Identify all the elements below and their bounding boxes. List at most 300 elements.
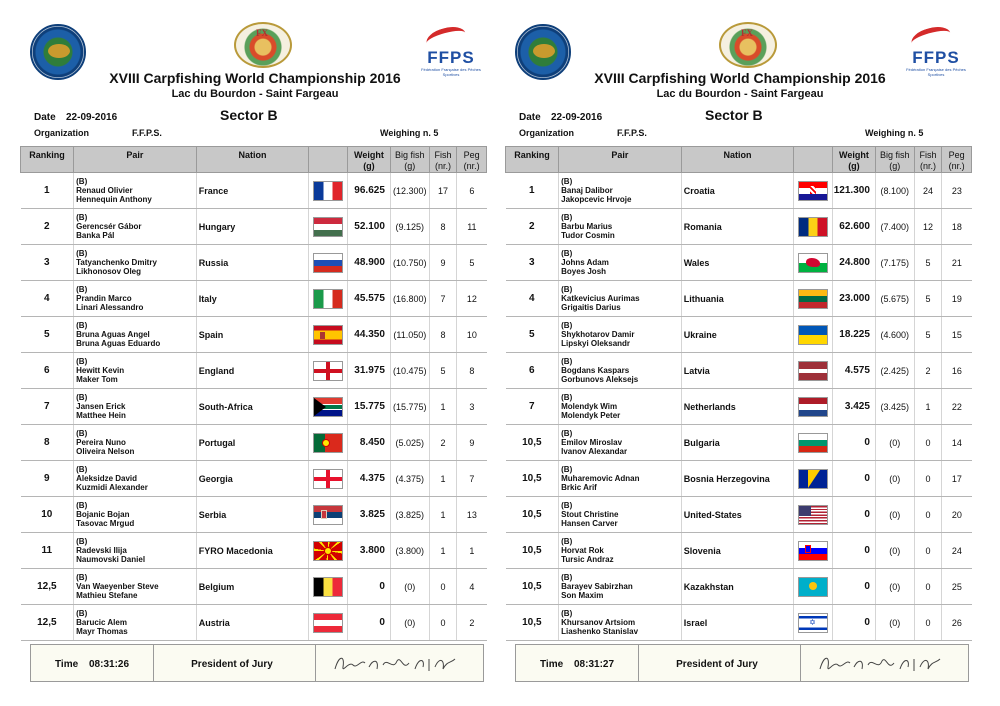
weight-cell: 0 (832, 533, 875, 569)
rank-cell: 4 (21, 281, 74, 317)
pair-member-1: Tatyanchenko Dmitry (76, 258, 157, 267)
fish-cell: 5 (914, 281, 942, 317)
pair-cell (74, 533, 197, 569)
fish-cell: 1 (429, 389, 457, 425)
rank-cell: 12,5 (21, 605, 74, 641)
weighing-number: Weighing n. 5 (380, 128, 439, 138)
table-row (21, 605, 487, 641)
pair-tag: (B) (76, 609, 88, 618)
organization-label: Organization (519, 128, 575, 138)
table-row (21, 317, 487, 353)
ffps-logo-icon: FFPS Fédération Française des Pêches Sportives (420, 24, 482, 76)
signature-icon (816, 651, 946, 677)
peg-cell: 14 (942, 425, 972, 461)
nation-cell: Latvia (681, 353, 793, 389)
rank-cell: 7 (506, 389, 559, 425)
weight-cell: 15.775 (347, 389, 390, 425)
organization-label: Organization (34, 128, 90, 138)
peg-cell: 11 (457, 209, 487, 245)
pair-cell (74, 353, 197, 389)
nation-cell: Hungary (196, 209, 308, 245)
pair-cell (559, 605, 682, 641)
table-row (506, 245, 972, 281)
time-value: 08:31:27 (574, 659, 615, 670)
bigfish-cell: (0) (875, 569, 914, 605)
peg-cell: 8 (457, 353, 487, 389)
pair-cell (559, 209, 682, 245)
rank-cell: 1 (506, 173, 559, 209)
pair-tag: (B) (561, 357, 573, 366)
pair-cell (559, 569, 682, 605)
col-bigfish: Big fish (g) (390, 147, 429, 173)
table-row (506, 281, 972, 317)
fish-cell: 12 (914, 209, 942, 245)
nation-cell: Georgia (196, 461, 308, 497)
weighing-number: Weighing n. 5 (865, 128, 924, 138)
fish-cell: 5 (914, 317, 942, 353)
flag-icon (309, 173, 348, 209)
fish-cell: 17 (429, 173, 457, 209)
date-value: 22-09-2016 (66, 112, 118, 123)
nation-cell: France (196, 173, 308, 209)
flag-icon (794, 281, 833, 317)
fish-cell: 5 (429, 353, 457, 389)
fish-cell: 9 (429, 245, 457, 281)
signature-icon (331, 651, 461, 677)
page-title: XVIII Carpfishing World Championship 2016 (109, 70, 401, 86)
weight-cell: 96.625 (347, 173, 390, 209)
col-pair: Pair (74, 147, 197, 173)
flag-icon (794, 389, 833, 425)
nation-cell: Israel (681, 605, 793, 641)
weight-cell: 48.900 (347, 245, 390, 281)
nation-cell: Netherlands (681, 389, 793, 425)
pair-member-1: Bogdans Kaspars (561, 366, 630, 375)
table-row (21, 497, 487, 533)
bigfish-cell: (7.400) (875, 209, 914, 245)
table-row (506, 605, 972, 641)
bigfish-cell: (0) (875, 497, 914, 533)
rank-cell: 10,5 (506, 425, 559, 461)
bigfish-cell: (3.425) (875, 389, 914, 425)
pair-member-2: Brkic Arif (561, 483, 597, 492)
weight-cell: 8.450 (347, 425, 390, 461)
pair-cell (74, 605, 197, 641)
table-row (21, 173, 487, 209)
time-label: Time (540, 659, 564, 670)
nation-cell: England (196, 353, 308, 389)
bigfish-cell: (5.025) (390, 425, 429, 461)
nation-cell: Wales (681, 245, 793, 281)
pair-tag: (B) (76, 177, 88, 186)
bigfish-cell: (11.050) (390, 317, 429, 353)
pair-member-1: Prandin Marco (76, 294, 132, 303)
peg-cell: 19 (942, 281, 972, 317)
rank-cell: 9 (21, 461, 74, 497)
fish-cell: 0 (914, 425, 942, 461)
championship-logo-icon: FX (234, 22, 292, 68)
nation-cell: Belgium (196, 569, 308, 605)
organization-value: F.F.P.S. (132, 128, 162, 138)
rank-cell: 10,5 (506, 461, 559, 497)
col-weight: Weight (g) (347, 147, 390, 173)
fish-cell: 0 (914, 461, 942, 497)
peg-cell: 5 (457, 245, 487, 281)
flag-icon (794, 317, 833, 353)
weight-cell: 24.800 (832, 245, 875, 281)
bigfish-cell: (0) (875, 533, 914, 569)
pair-member-2: Liashenko Stanislav (561, 627, 639, 636)
weight-cell: 31.975 (347, 353, 390, 389)
pair-member-2: Likhonosov Oleg (76, 267, 142, 276)
rank-cell: 7 (21, 389, 74, 425)
flag-icon (309, 461, 348, 497)
weight-cell: 121.300 (832, 173, 875, 209)
weight-cell: 52.100 (347, 209, 390, 245)
rank-cell: 11 (21, 533, 74, 569)
pair-cell (74, 245, 197, 281)
col-fish: Fish (nr.) (914, 147, 942, 173)
pair-tag: (B) (561, 249, 573, 258)
pair-cell (559, 533, 682, 569)
pair-tag: (B) (76, 285, 88, 294)
flag-icon (794, 173, 833, 209)
peg-cell: 10 (457, 317, 487, 353)
flag-icon (794, 353, 833, 389)
bigfish-cell: (3.800) (390, 533, 429, 569)
pair-member-1: Radevski Ilija (76, 546, 127, 555)
pair-cell (74, 173, 197, 209)
pair-tag: (B) (76, 429, 88, 438)
results-sheet-right (505, 0, 975, 706)
weight-cell: 0 (832, 605, 875, 641)
pair-member-2: Grigaitis Darius (561, 303, 621, 312)
rank-cell: 10 (21, 497, 74, 533)
peg-cell: 17 (942, 461, 972, 497)
peg-cell: 22 (942, 389, 972, 425)
rank-cell: 4 (506, 281, 559, 317)
pair-member-2: Kuzmidi Alexander (76, 483, 148, 492)
date-label: Date (34, 112, 56, 123)
date-value: 22-09-2016 (551, 112, 603, 123)
peg-cell: 26 (942, 605, 972, 641)
rank-cell: 2 (21, 209, 74, 245)
table-row (21, 281, 487, 317)
peg-cell: 12 (457, 281, 487, 317)
nation-cell: Slovenia (681, 533, 793, 569)
nation-cell: Croatia (681, 173, 793, 209)
pair-member-1: Bruna Aguas Angel (76, 330, 150, 339)
fish-cell: 1 (429, 533, 457, 569)
pair-member-2: Maker Tom (76, 375, 118, 384)
fish-cell: 8 (429, 209, 457, 245)
rank-cell: 8 (21, 425, 74, 461)
col-peg: Peg (nr.) (942, 147, 972, 173)
peg-cell: 1 (457, 533, 487, 569)
rank-cell: 10,5 (506, 533, 559, 569)
pair-cell (74, 281, 197, 317)
bigfish-cell: (16.800) (390, 281, 429, 317)
pair-member-1: Barbu Marius (561, 222, 613, 231)
peg-cell: 20 (942, 497, 972, 533)
weight-cell: 4.375 (347, 461, 390, 497)
weight-cell: 0 (347, 569, 390, 605)
pair-member-1: Van Waeyenber Steve (76, 582, 159, 591)
bigfish-cell: (2.425) (875, 353, 914, 389)
nation-cell: Russia (196, 245, 308, 281)
pair-member-1: Banaj Dalibor (561, 186, 613, 195)
fish-cell: 24 (914, 173, 942, 209)
date-label: Date (519, 112, 541, 123)
results-table (20, 146, 487, 641)
table-row (21, 245, 487, 281)
pair-cell (74, 209, 197, 245)
pair-cell (559, 245, 682, 281)
pair-member-2: Hennequin Anthony (76, 195, 152, 204)
rank-cell: 3 (21, 245, 74, 281)
peg-cell: 13 (457, 497, 487, 533)
pair-member-2: Son Maxim (561, 591, 604, 600)
pair-cell (74, 425, 197, 461)
pair-cell (74, 389, 197, 425)
weight-cell: 44.350 (347, 317, 390, 353)
col-weight: Weight (g) (832, 147, 875, 173)
pair-tag: (B) (561, 573, 573, 582)
pair-member-2: Tursic Andraz (561, 555, 614, 564)
nation-cell: Italy (196, 281, 308, 317)
fish-cell: 1 (429, 461, 457, 497)
pair-member-2: Lipskyi Oleksandr (561, 339, 631, 348)
fish-cell: 0 (914, 533, 942, 569)
pair-member-2: Mayr Thomas (76, 627, 128, 636)
pair-member-2: Naumovski Daniel (76, 555, 146, 564)
bigfish-cell: (4.375) (390, 461, 429, 497)
pair-tag: (B) (76, 249, 88, 258)
pair-member-2: Linari Alessandro (76, 303, 144, 312)
pair-member-1: Hewitt Kevin (76, 366, 125, 375)
peg-cell: 7 (457, 461, 487, 497)
pair-tag: (B) (561, 177, 573, 186)
flag-icon (309, 497, 348, 533)
col-bigfish: Big fish (g) (875, 147, 914, 173)
weight-cell: 3.800 (347, 533, 390, 569)
weight-cell: 0 (832, 569, 875, 605)
table-row (506, 425, 972, 461)
pair-member-1: Shykhotarov Damir (561, 330, 635, 339)
pair-member-2: Tudor Cosmin (561, 231, 615, 240)
nation-cell: South-Africa (196, 389, 308, 425)
pair-cell (74, 317, 197, 353)
pair-member-1: Molendyk Wim (561, 402, 618, 411)
nation-cell: Ukraine (681, 317, 793, 353)
pair-member-1: Khursanov Artsiom (561, 618, 636, 627)
flag-icon (309, 209, 348, 245)
pair-member-2: Jakopcevic Hrvoje (561, 195, 632, 204)
pair-member-2: Mathieu Stefane (76, 591, 138, 600)
peg-cell: 9 (457, 425, 487, 461)
fish-cell: 2 (429, 425, 457, 461)
col-nation: Nation (681, 147, 793, 173)
nation-cell: Kazakhstan (681, 569, 793, 605)
pair-member-1: Stout Christine (561, 510, 619, 519)
flag-icon (309, 389, 348, 425)
fish-cell: 0 (429, 605, 457, 641)
rank-cell: 10,5 (506, 569, 559, 605)
pair-tag: (B) (561, 285, 573, 294)
fish-cell: 0 (429, 569, 457, 605)
col-pair: Pair (559, 147, 682, 173)
fish-cell: 5 (914, 245, 942, 281)
rank-cell: 6 (21, 353, 74, 389)
peg-cell: 21 (942, 245, 972, 281)
flag-icon (309, 425, 348, 461)
table-row (506, 317, 972, 353)
table-row (506, 533, 972, 569)
pair-member-1: Katkevicius Aurimas (561, 294, 640, 303)
table-row (506, 209, 972, 245)
pair-member-1: Aleksidze David (76, 474, 138, 483)
peg-cell: 18 (942, 209, 972, 245)
weight-cell: 18.225 (832, 317, 875, 353)
pair-tag: (B) (76, 573, 88, 582)
pair-member-1: Barucic Alem (76, 618, 127, 627)
bigfish-cell: (7.175) (875, 245, 914, 281)
weight-cell: 3.425 (832, 389, 875, 425)
table-row (21, 209, 487, 245)
rank-cell: 3 (506, 245, 559, 281)
pair-cell (559, 353, 682, 389)
weight-cell: 4.575 (832, 353, 875, 389)
nation-cell: Bosnia Herzegovina (681, 461, 793, 497)
pair-tag: (B) (76, 465, 88, 474)
nation-cell: Romania (681, 209, 793, 245)
weight-cell: 0 (832, 425, 875, 461)
col-nation: Nation (196, 147, 308, 173)
bigfish-cell: (0) (390, 569, 429, 605)
weight-cell: 0 (832, 497, 875, 533)
fish-cell: 0 (914, 605, 942, 641)
pair-member-1: Pereira Nuno (76, 438, 126, 447)
table-row (21, 569, 487, 605)
flag-icon (309, 569, 348, 605)
table-row (21, 425, 487, 461)
weight-cell: 23.000 (832, 281, 875, 317)
flag-icon (794, 569, 833, 605)
sector-title: Sector B (705, 107, 763, 123)
pair-cell (559, 317, 682, 353)
rank-cell: 2 (506, 209, 559, 245)
col-flag (794, 147, 833, 173)
pair-member-2: Hansen Carver (561, 519, 618, 528)
pair-member-1: Barayev Sabirzhan (561, 582, 633, 591)
col-peg: Peg (nr.) (457, 147, 487, 173)
pair-tag: (B) (561, 321, 573, 330)
weight-cell: 3.825 (347, 497, 390, 533)
weight-cell: 0 (347, 605, 390, 641)
organization-value: F.F.P.S. (617, 128, 647, 138)
peg-cell: 3 (457, 389, 487, 425)
bigfish-cell: (0) (875, 425, 914, 461)
pair-member-1: Renaud Olivier (76, 186, 133, 195)
bigfish-cell: (5.675) (875, 281, 914, 317)
pair-tag: (B) (561, 465, 573, 474)
fish-cell: 1 (429, 497, 457, 533)
bigfish-cell: (3.825) (390, 497, 429, 533)
pair-member-2: Tasovac Mrgud (76, 519, 135, 528)
nation-cell: Austria (196, 605, 308, 641)
flag-icon (309, 317, 348, 353)
peg-cell: 6 (457, 173, 487, 209)
pair-member-2: Molendyk Peter (561, 411, 621, 420)
bigfish-cell: (15.775) (390, 389, 429, 425)
results-body (21, 173, 487, 641)
pair-member-2: Ivanov Alexandar (561, 447, 628, 456)
pair-member-1: Jansen Erick (76, 402, 126, 411)
bigfish-cell: (0) (390, 605, 429, 641)
bigfish-cell: (12.300) (390, 173, 429, 209)
peg-cell: 16 (942, 353, 972, 389)
results-body (506, 173, 972, 641)
table-row (506, 389, 972, 425)
nation-cell: Bulgaria (681, 425, 793, 461)
time-value: 08:31:26 (89, 659, 130, 670)
pair-member-1: Gerencsér Gábor (76, 222, 142, 231)
flag-icon (309, 245, 348, 281)
pair-member-1: Johns Adam (561, 258, 609, 267)
rank-cell: 5 (506, 317, 559, 353)
footer-bar (30, 644, 484, 682)
fish-cell: 2 (914, 353, 942, 389)
rank-cell: 12,5 (21, 569, 74, 605)
table-row (506, 173, 972, 209)
peg-cell: 25 (942, 569, 972, 605)
pair-member-2: Oliveira Nelson (76, 447, 135, 456)
peg-cell: 23 (942, 173, 972, 209)
table-row (506, 569, 972, 605)
table-row (506, 461, 972, 497)
peg-cell: 4 (457, 569, 487, 605)
results-sheet-left (20, 0, 490, 706)
bigfish-cell: (8.100) (875, 173, 914, 209)
flag-icon (309, 533, 348, 569)
pair-cell (74, 461, 197, 497)
table-row (21, 533, 487, 569)
pair-tag: (B) (561, 537, 573, 546)
pair-cell (559, 497, 682, 533)
fish-cell: 0 (914, 569, 942, 605)
pair-tag: (B) (76, 393, 88, 402)
peg-cell: 24 (942, 533, 972, 569)
pair-tag: (B) (76, 537, 88, 546)
flag-icon (794, 209, 833, 245)
peg-cell: 15 (942, 317, 972, 353)
rank-cell: 10,5 (506, 497, 559, 533)
table-row (21, 353, 487, 389)
table-row (506, 497, 972, 533)
nation-cell: FYRO Macedonia (196, 533, 308, 569)
weight-cell: 45.575 (347, 281, 390, 317)
flag-icon (794, 425, 833, 461)
nation-cell: Spain (196, 317, 308, 353)
page-subtitle: Lac du Bourdon - Saint Fargeau (656, 88, 824, 100)
pair-tag: (B) (561, 501, 573, 510)
championship-logo-icon: FX (719, 22, 777, 68)
results-table (505, 146, 972, 641)
pair-tag: (B) (76, 321, 88, 330)
pair-tag: (B) (561, 609, 573, 618)
col-ranking: Ranking (506, 147, 559, 173)
bigfish-cell: (0) (875, 461, 914, 497)
